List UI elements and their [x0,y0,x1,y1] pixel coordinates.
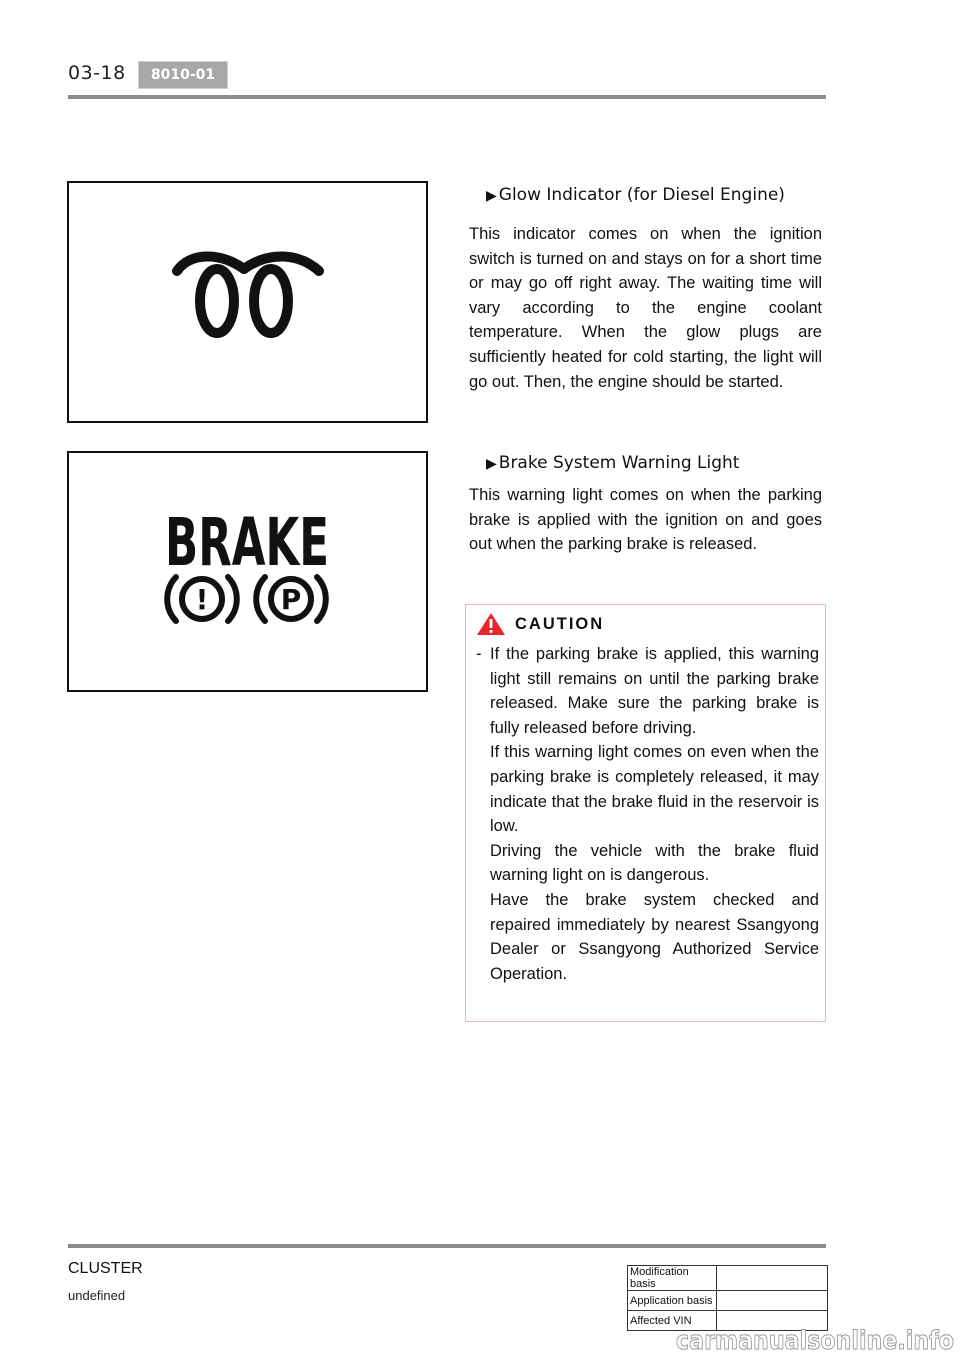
footer-rule [68,1244,826,1248]
glow-indicator-title: ▶ Glow Indicator (for Diesel Engine) [486,185,785,205]
brake-warning-icon-box [67,451,428,692]
svg-text:carmanualsonline.info: carmanualsonline.info [676,1326,954,1356]
table-cell-label: Affected VIN [628,1311,717,1331]
brake-warning-title: ▶ Brake System Warning Light [486,453,740,473]
caution-paragraph: Have the brake system checked and repaired immediately by nearest Ssangyong Dealer or Ssangyong Authorized Service Operation. [490,890,819,983]
brake-warning-description: This warning light comes on when the parking brake is applied with the ignition on and goes out when the parking brake is released. [469,486,822,554]
svg-text:P: P [280,583,302,616]
caution-title: CAUTION [515,615,605,633]
caution-dash: - [476,645,482,663]
page-number: 03-18 [68,62,126,84]
footer-section-name: CLUSTER [68,1260,143,1277]
site-watermark [672,1322,956,1356]
table-cell-value [717,1291,828,1311]
brake-warning-icon [69,453,426,690]
triangle-bullet-icon: ▶ [486,188,497,204]
table-row [628,1291,828,1311]
caution-text [490,642,819,986]
glow-plug-coil-icon [69,183,426,421]
triangle-bullet-icon: ▶ [486,456,497,472]
caution-paragraph: If this warning light comes on even when the parking brake is completely released, it may indicate that the brake fluid in the reservoir is low. [490,743,819,836]
header-rule [68,95,826,99]
footer-subtitle: undefined [68,1288,126,1303]
table-cell-label: Application basis [628,1291,717,1311]
table-cell-label: Modification basis [628,1266,717,1291]
table-cell-value [717,1266,828,1291]
doc-code-badge: 8010-01 [138,61,228,89]
svg-text:!: ! [195,583,209,616]
warning-triangle-icon [476,612,506,636]
svg-text:BRAKE: BRAKE [165,504,329,581]
table-row [628,1266,828,1291]
glow-indicator-icon-box [67,181,428,423]
caution-paragraph: Driving the vehicle with the brake fluid warning light on is dangerous. [490,841,819,885]
caution-paragraph: If the parking brake is applied, this warning light still remains on until the parking brake released. Make sure the parking brake is fully released before driving. [490,645,819,737]
glow-indicator-description: This indicator comes on when the ignition switch is turned on and stays on for a short time or may go off right away. The waiting time will vary according to the engine coolant temperature. When the glow plugs are sufficiently heated for cold starting, the light will go out. Then, the engine should be started. [469,225,822,391]
